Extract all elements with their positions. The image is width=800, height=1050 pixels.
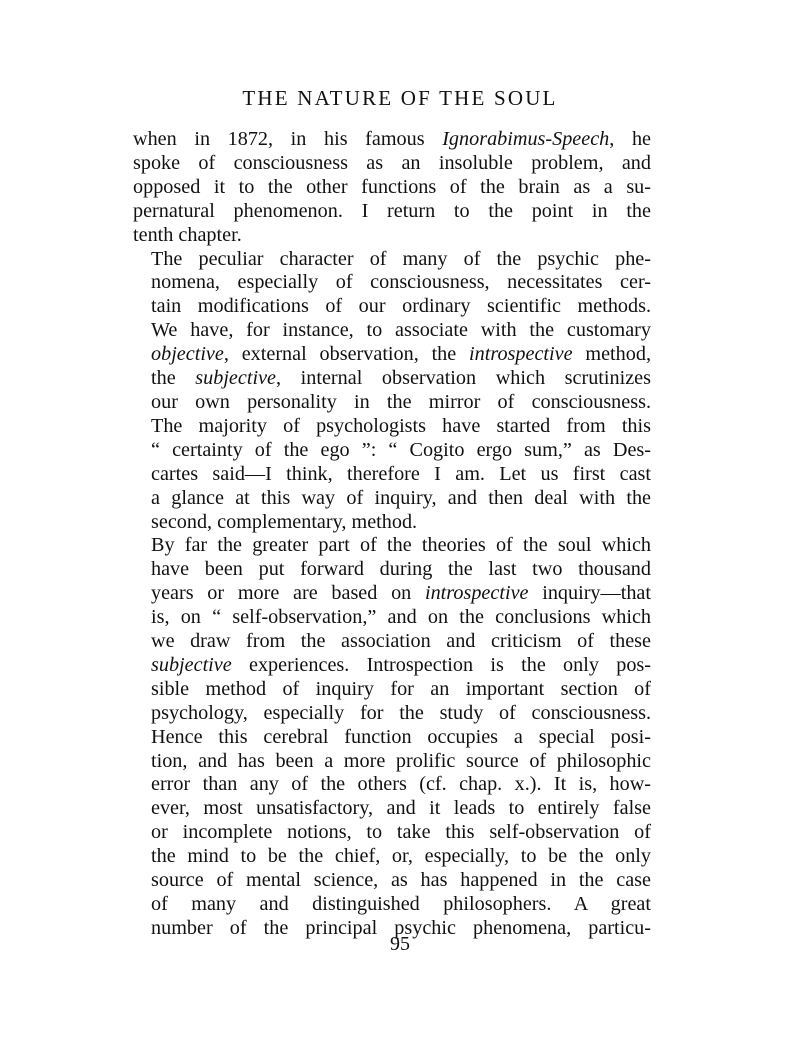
text-line: subjective experiences. Introspection is the only pos-	[151, 653, 651, 676]
text-line: objective, external observation, the introspective method,	[151, 343, 651, 366]
text-line: The peculiar character of many of the psychic phe-	[151, 247, 651, 270]
text-line: when in 1872, in his famous Ignorabimus-Speech, he	[133, 128, 651, 150]
text-line: our own personality in the mirror of consciousness.	[151, 390, 651, 413]
text-line: error than any of the others (cf. chap. x.). It is, how-	[151, 773, 651, 796]
text-line: tion, and has been a more prolific source of philosophic	[151, 749, 651, 772]
text-line: the mind to be the chief, or, especially, to be the only	[151, 845, 651, 868]
text-line: sible method of inquiry for an important section of	[151, 677, 651, 700]
text-line: is, on “ self-observation,” and on the conclusions which	[151, 606, 651, 629]
text-line: of many and distinguished philosophers. A great	[151, 893, 651, 915]
text-line: we draw from the association and criticism of these	[151, 630, 651, 653]
text-line: psychology, especially for the study of consciousness.	[151, 701, 651, 724]
text-line: By far the greater part of the theories of the soul which	[151, 534, 651, 557]
text-line: The majority of psychologists have started from this	[151, 414, 651, 437]
text-line: a glance at this way of inquiry, and then deal with the	[151, 486, 651, 509]
text-line: opposed it to the other functions of the brain as a su-	[133, 175, 651, 198]
body-text	[133, 128, 651, 941]
text-line: second, complementary, method.	[151, 510, 418, 533]
text-line: source of mental science, as has happened in the case	[151, 869, 651, 892]
text-line: the subjective, internal observation which scrutinizes	[151, 367, 651, 390]
text-line: We have, for instance, to associate with the customary	[151, 319, 651, 342]
text-line: have been put forward during the last two thousand	[151, 558, 651, 581]
page-number: 95	[390, 933, 410, 955]
text-line: spoke of consciousness as an insoluble problem, and	[133, 151, 651, 174]
text-line: tain modifications of our ordinary scientific methods.	[151, 295, 651, 318]
running-head: THE NATURE OF THE SOUL	[242, 86, 558, 110]
text-line: number of the principal psychic phenomena, particu-	[151, 916, 651, 939]
text-line: nomena, especially of consciousness, necessitates cer-	[151, 271, 651, 294]
text-line: cartes said—I think, therefore I am. Let us first cast	[151, 462, 651, 485]
text-line: “ certainty of the ego ”: “ Cogito ergo sum,” as Des-	[151, 438, 651, 461]
text-line: Hence this cerebral function occupies a special posi-	[151, 725, 651, 748]
text-line: ever, most unsatisfactory, and it leads to entirely false	[151, 797, 651, 820]
text-line: pernatural phenomenon. I return to the point in the	[133, 199, 651, 222]
paragraph-3	[133, 534, 651, 940]
text-line: or incomplete notions, to take this self-observation of	[151, 821, 651, 844]
paragraph-1	[133, 128, 651, 248]
text-line: tenth chapter.	[133, 223, 242, 246]
text-line: years or more are based on introspective inquiry—that	[151, 582, 651, 605]
paragraph-2	[133, 248, 651, 535]
